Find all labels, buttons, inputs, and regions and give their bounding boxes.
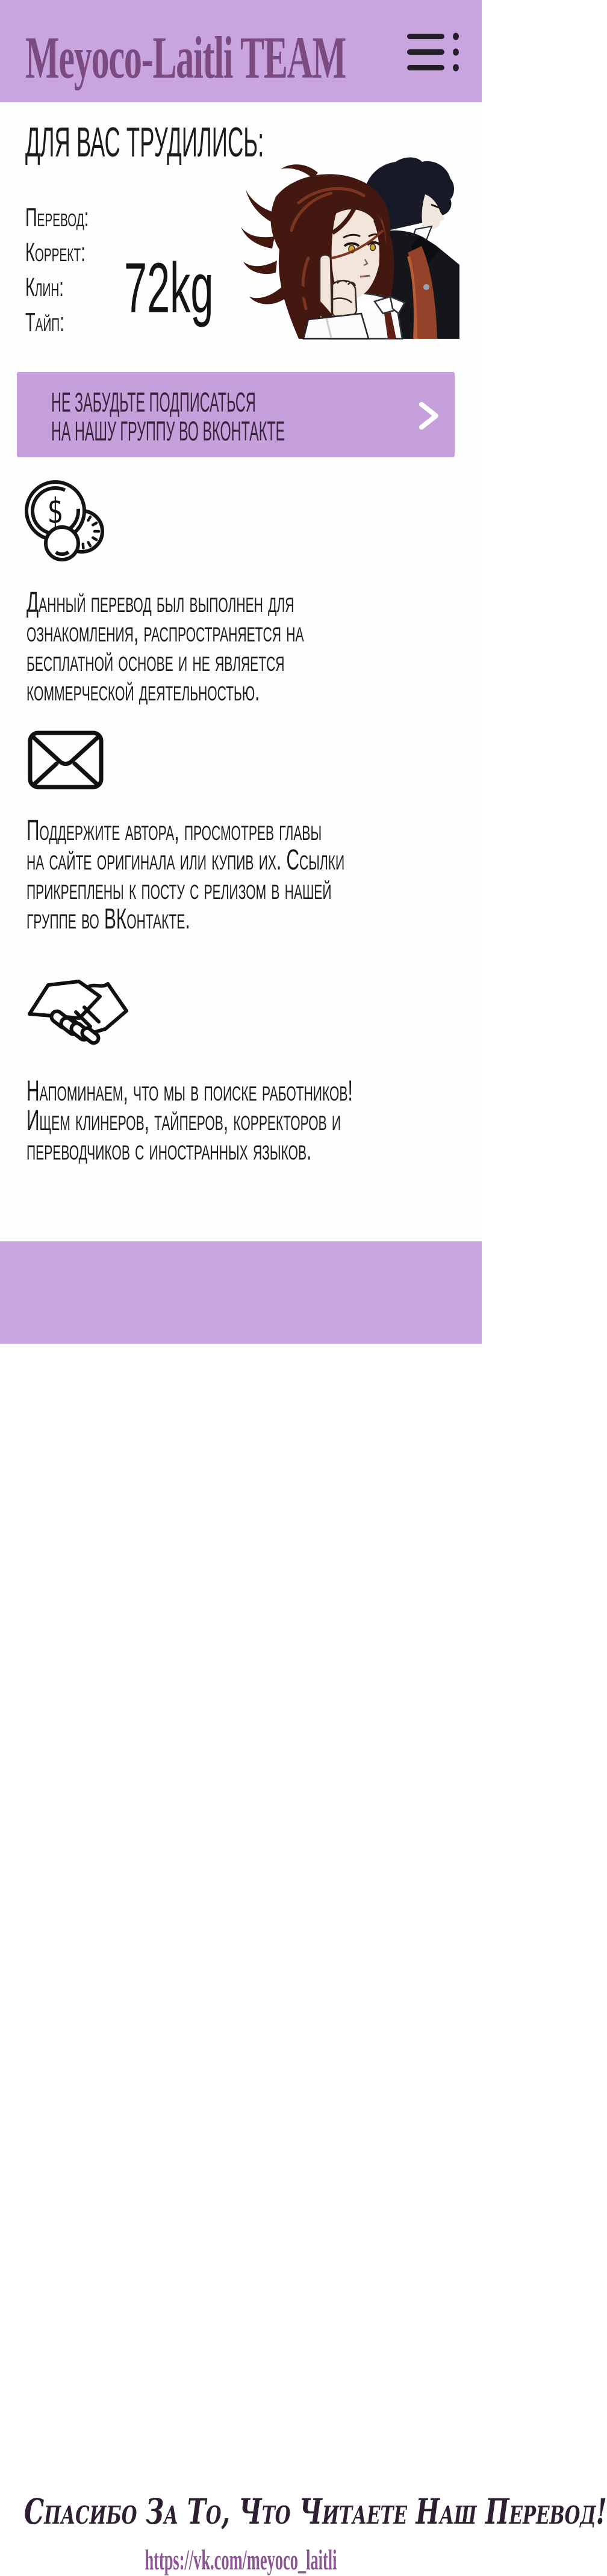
role-label-typesetting: Тайп: bbox=[25, 307, 64, 337]
envelope-icon bbox=[28, 730, 104, 789]
paragraph-line: бесплатной основе и не является bbox=[26, 646, 285, 678]
subscribe-banner[interactable] bbox=[17, 372, 455, 457]
paragraph-line: Данный перевод был выполнен для bbox=[26, 587, 294, 619]
thanks-message: Спасибо За То, Что Читаете Наш Перевод! bbox=[24, 2491, 607, 2532]
dollar-glyph: $ bbox=[47, 490, 64, 531]
role-label-translation: Перевод: bbox=[25, 203, 89, 232]
coins-dollar-icon bbox=[24, 479, 102, 561]
recruitment-paragraph bbox=[26, 1076, 353, 1165]
header bbox=[0, 0, 482, 102]
credits-roles bbox=[25, 200, 89, 340]
handshake-icon bbox=[26, 976, 130, 1046]
banner-line-1: НЕ ЗАБУДЬТЕ ПОДПИСАТЬСЯ bbox=[51, 387, 256, 418]
group-url-link[interactable]: https://vk.com/meyoco_laitli bbox=[145, 2544, 337, 2576]
paragraph-line: группе во ВКонтакте. bbox=[26, 903, 190, 935]
disclaimer-paragraph bbox=[26, 588, 304, 706]
paragraph-line: коммерческой деятельностью. bbox=[26, 675, 260, 707]
paragraph-line: Напоминаем, что мы в поиске работников! bbox=[26, 1075, 353, 1107]
paragraph-line: переводчиков с иностранных языков. bbox=[26, 1134, 312, 1166]
paragraph-line: Ищем клинеров, тайперов, корректоров и bbox=[26, 1105, 341, 1137]
paragraph-line: Поддержите автора, просмотрев главы bbox=[26, 815, 322, 847]
characters-illustration bbox=[241, 158, 459, 339]
chevron-right-icon bbox=[419, 402, 440, 430]
worked-for-you-heading: ДЛЯ ВАС ТРУДИЛИСЬ: bbox=[25, 119, 264, 165]
team-title: Meyoco-Laitli TEAM bbox=[25, 24, 346, 91]
role-label-cleaning: Клин: bbox=[25, 273, 64, 302]
paragraph-line: ознакомления, распространяется на bbox=[26, 616, 304, 648]
menu-icon[interactable] bbox=[407, 34, 461, 71]
support-author-paragraph bbox=[26, 816, 344, 934]
role-label-correction: Коррект: bbox=[25, 238, 86, 267]
banner-text bbox=[51, 388, 285, 446]
footer bbox=[0, 1241, 607, 2576]
banner-line-2: НА НАШУ ГРУППУ ВО ВКОНТАКТЕ bbox=[51, 416, 285, 446]
group-url-wrap bbox=[0, 2546, 482, 2575]
paragraph-line: прикреплены к посту с релизом в нашей bbox=[26, 874, 332, 906]
staff-name: 72kg bbox=[124, 249, 214, 328]
paragraph-line: на сайте оригинала или купив их. Ссылки bbox=[26, 844, 345, 876]
